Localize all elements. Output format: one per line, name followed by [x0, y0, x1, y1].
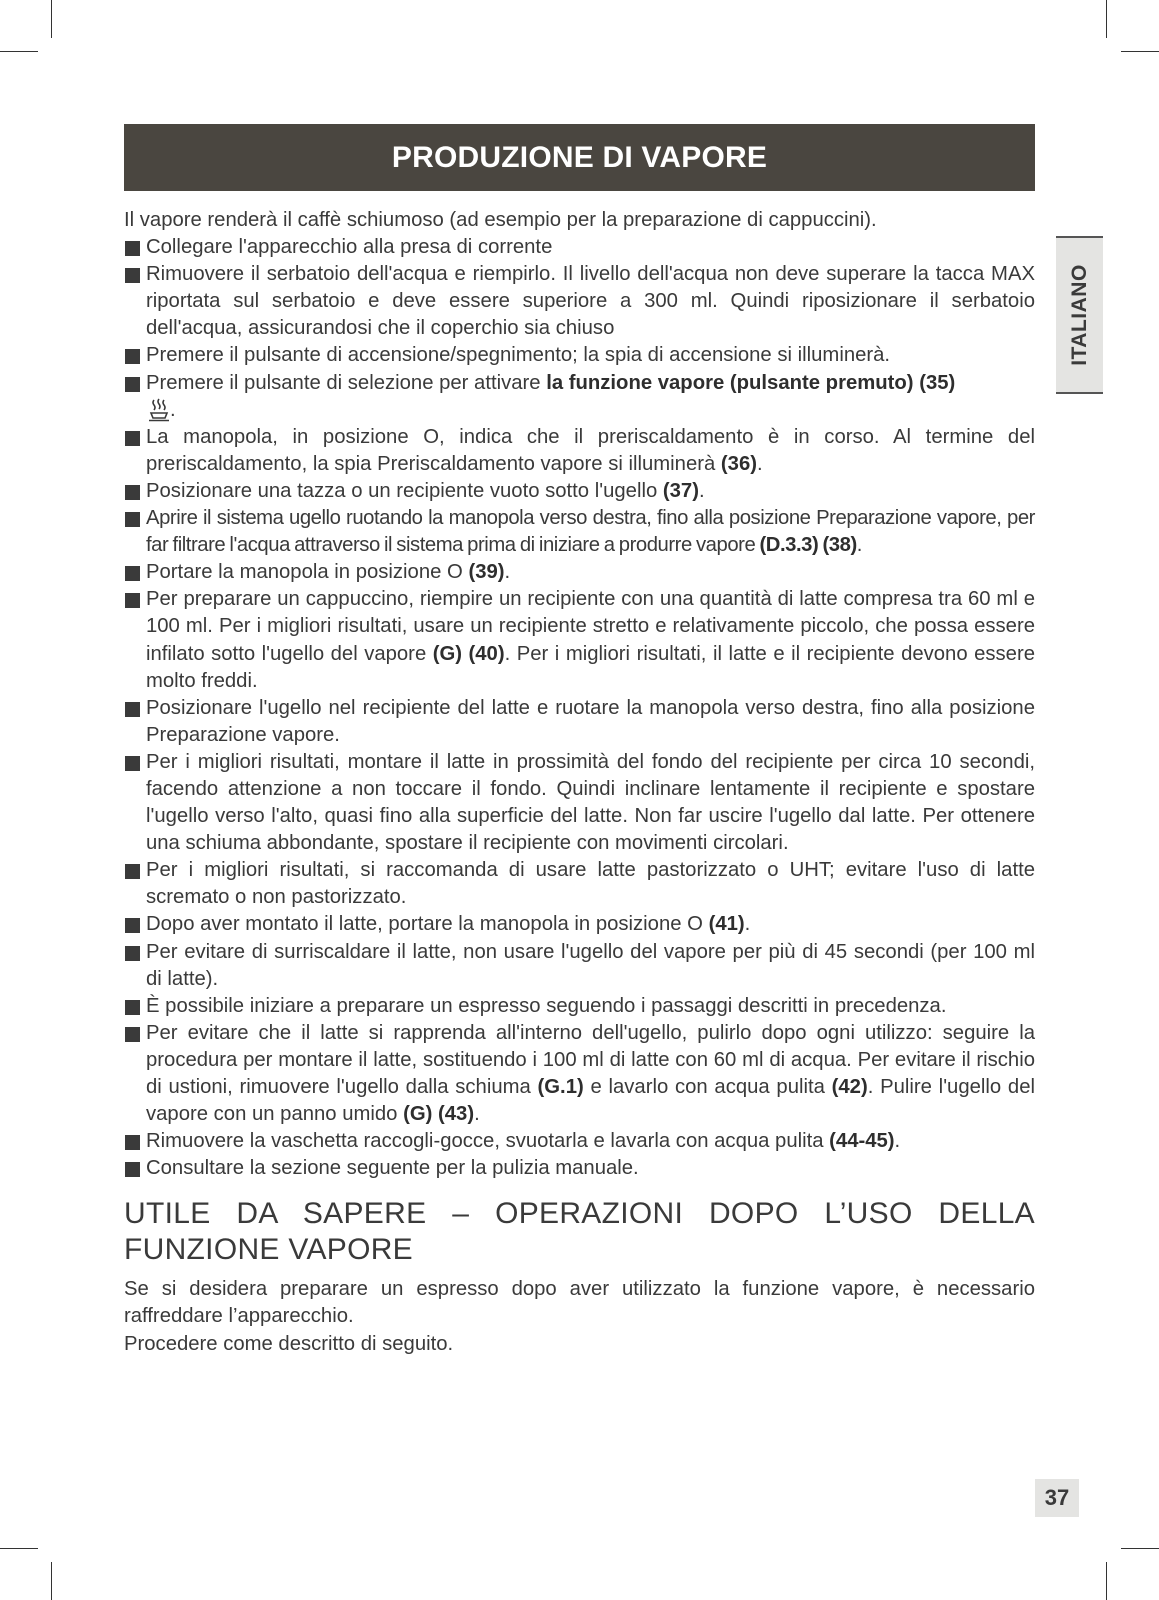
steps-list [124, 234, 1035, 1182]
bullet-square-icon [125, 268, 140, 283]
list-item: Per evitare di surriscaldare il latte, non usare l'ugello del vapore per più di 45 secondi (per 100 ml di latte). [124, 939, 1035, 993]
crop-mark [1106, 1562, 1107, 1600]
crop-mark [0, 1548, 38, 1549]
section-title: UTILE DA SAPERE – OPERAZIONI DOPO L’USO DELLA FUNZIONE VAPORE [124, 1197, 1035, 1267]
list-item: Collegare l'apparecchio alla presa di corrente [124, 234, 1035, 261]
bullet-square-icon [125, 566, 140, 581]
crop-mark [1121, 51, 1159, 52]
crop-mark [0, 51, 38, 52]
list-item: Dopo aver montato il latte, portare la manopola in posizione O (41). [124, 911, 1035, 938]
bullet-square-icon [125, 918, 140, 933]
language-tab [1056, 236, 1103, 394]
bullet-square-icon [125, 349, 140, 364]
list-item: Per i migliori risultati, si raccomanda di usare latte pastorizzato o UHT; evitare l'uso di latte scremato o non pastorizzato. [124, 857, 1035, 911]
crop-mark [51, 0, 52, 38]
section-paragraph: Se si desidera preparare un espresso dopo aver utilizzato la funzione vapore, è necessario raffreddare l’apparecchio. [124, 1278, 1035, 1328]
list-item: È possibile iniziare a preparare un espresso seguendo i passaggi descritti in precedenza. [124, 993, 1035, 1020]
list-item: Aprire il sistema ugello ruotando la manopola verso destra, fino alla posizione Preparazione vapore, per far filtrare l'acqua attraverso il sistema prima di iniziare a produrre vapore (D.3.3) (38). [124, 505, 1035, 559]
list-item: Rimuovere la vaschetta raccogli-gocce, svuotarla e lavarla con acqua pulita (44-45). [124, 1128, 1035, 1155]
section-header [124, 124, 1035, 191]
bullet-square-icon [125, 431, 140, 446]
steam-function-icon [148, 398, 170, 422]
bullet-square-icon [125, 946, 140, 961]
list-item: Posizionare una tazza o un recipiente vuoto sotto l'ugello (37). [124, 478, 1035, 505]
crop-mark [51, 1562, 52, 1600]
list-item: Posizionare l'ugello nel recipiente del latte e ruotare la manopola verso destra, fino alla posizione Preparazione vapore. [124, 695, 1035, 749]
crop-mark [1121, 1548, 1159, 1549]
bullet-square-icon [125, 864, 140, 879]
bullet-square-icon [125, 377, 140, 392]
list-item: Per evitare che il latte si rapprenda all'interno dell'ugello, pulirlo dopo ogni utilizzo: seguire la procedura per montare il latte, sostituendo i 100 ml di latte con 60 ml di acqua. Per evitare il rischio di ustioni, rimuovere l'ugello dalla schiuma (G.1) e lavarlo con acqua pulita (42). Pulire l'ugello del vapore con un panno umido (G) (43). [124, 1020, 1035, 1128]
list-item: Per i migliori risultati, montare il latte in prossimità del fondo del recipiente per circa 10 secondi, facendo attenzione a non toccare il fondo. Quindi inclinare lentamente il recipiente e spostare l'ugello verso l'alto, quasi fino alla superficie del latte. Non far uscire l'ugello dal latte. Per ottenere una schiuma abbondante, spostare il recipiente con movimenti circolari. [124, 749, 1035, 857]
list-item: La manopola, in posizione O, indica che il preriscaldamento è in corso. Al termine del preriscaldamento, la spia Preriscaldamento vapore si illuminerà (36). [124, 424, 1035, 478]
bullet-square-icon [125, 241, 140, 256]
bullet-square-icon [125, 702, 140, 717]
list-item: Premere il pulsante di selezione per attivare la funzione vapore (pulsante premuto) (35) . [124, 370, 1035, 424]
bullet-square-icon [125, 1162, 140, 1177]
list-item: Per preparare un cappuccino, riempire un recipiente con una quantità di latte compresa tra 60 ml e 100 ml. Per i migliori risultati, usare un recipiente stretto e relativamente piccolo, che possa essere infilato sotto l'ugello del vapore (G) (40). Per i migliori risultati, il latte e il recipiente devono essere molto freddi. [124, 586, 1035, 694]
page-content [124, 207, 1035, 1358]
bullet-square-icon [125, 756, 140, 771]
bullet-square-icon [125, 512, 140, 527]
section-header-title: PRODUZIONE DI VAPORE [391, 140, 768, 174]
section-paragraph: Procedere come descritto di seguito. [124, 1332, 454, 1355]
bullet-square-icon [125, 1027, 140, 1042]
intro-paragraph: Il vapore renderà il caffè schiumoso (ad esempio per la preparazione di cappuccini). [124, 209, 877, 231]
bullet-square-icon [125, 1135, 140, 1150]
page-number: 37 [1035, 1479, 1079, 1517]
bullet-square-icon [125, 485, 140, 500]
language-tab-label: ITALIANO [1067, 264, 1091, 366]
bullet-square-icon [125, 593, 140, 608]
bullet-square-icon [125, 1000, 140, 1015]
crop-mark [1106, 0, 1107, 38]
list-item: Portare la manopola in posizione O (39). [124, 559, 1035, 586]
list-item: Premere il pulsante di accensione/spegnimento; la spia di accensione si illuminerà. [124, 342, 1035, 369]
list-item: Consultare la sezione seguente per la pulizia manuale. [124, 1155, 1035, 1182]
list-item: Rimuovere il serbatoio dell'acqua e riempirlo. Il livello dell'acqua non deve superare la tacca MAX riportata sul serbatoio e deve essere superiore a 300 ml. Quindi riposizionare il serbatoio dell'acqua, assicurandosi che il coperchio sia chiuso [124, 261, 1035, 342]
